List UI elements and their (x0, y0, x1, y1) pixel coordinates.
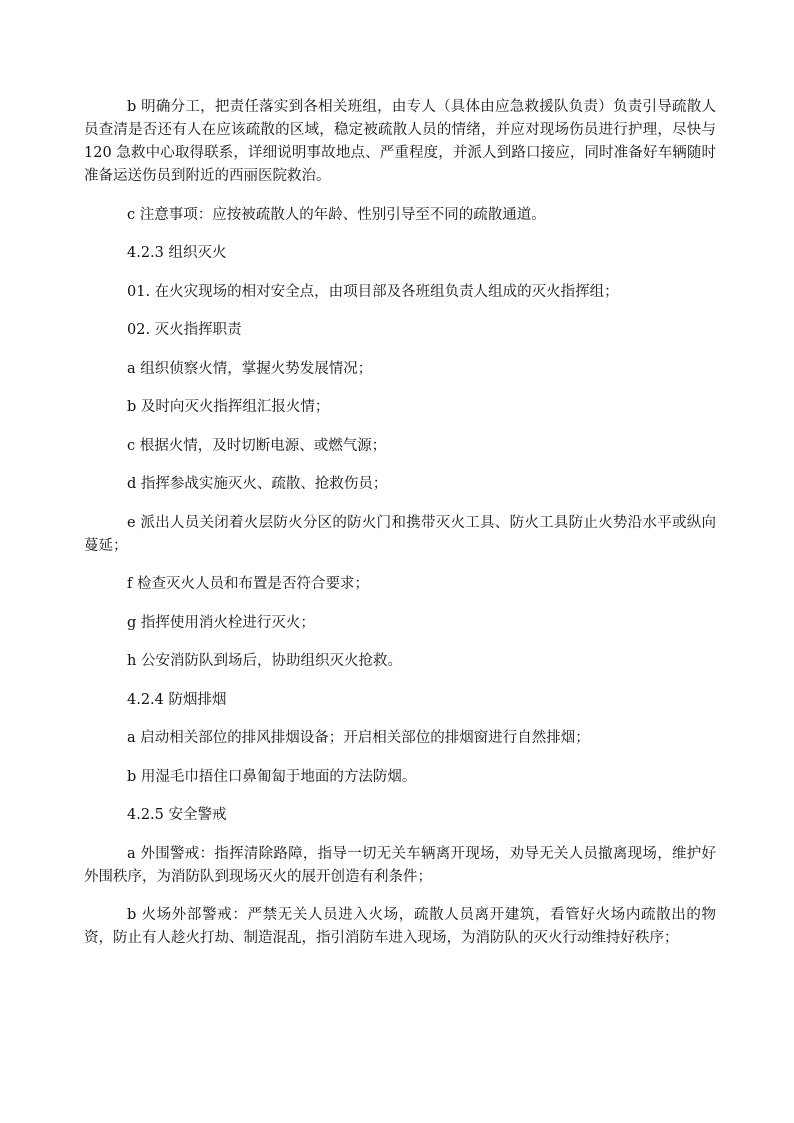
paragraph-fire-g: g 指挥使用消火栓进行灭火； (127, 614, 315, 631)
paragraph-fire-b: b 及时向灭火指挥组汇报火情； (127, 399, 330, 415)
section-heading-4-2-3: 4.2.3 组织灭火 (127, 245, 227, 261)
section-heading-4-2-4: 4.2.4 防烟排烟 (127, 691, 227, 708)
paragraph-fire-h: h 公安消防队到场后，协助组织灭火抢救。 (127, 653, 402, 669)
paragraph-fire-f: f 检查灭火人员和布置是否符合要求； (127, 576, 369, 592)
paragraph-guard-b: b 火场外部警戒：严禁无关人员进入火场，疏散人员离开建筑，看管好火场内疏散出的物资，防止有人趁火打劫、制造混乱，指引消防车进入现场，为消防队的灭火行动维持好秩序； (84, 907, 716, 946)
paragraph-fire-a: a 组织侦察火情，掌握火势发展情况； (127, 360, 373, 377)
paragraph-evacuation-b: b 明确分工，把责任落实到各相关班组，由专人（具体由应急救援队负责）负责引导疏散人员查清是否还有人在应该疏散的区域，稳定被疏散人员的情绪，并应对现场伤员进行护理，尽快与 120 急救中心取得联系，详细说明事故地点、严重程度，并派人到路口接应，同时准备好车辆随时准备运送伤员到附近的西丽医院救治。 (84, 99, 716, 184)
paragraph-smoke-a: a 启动相关部位的排风排烟设备；开启相关部位的排烟窗进行自然排烟； (127, 730, 590, 746)
paragraph-evacuation-c: c 注意事项：应按被疏散人的年龄、性别引导至不同的疏散通道。 (127, 206, 546, 223)
paragraph-fire-e: e 派出人员关闭着火层防火分区的防火门和携带灭火工具、防火工具防止火势沿水平或纵向蔓延； (84, 514, 716, 554)
paragraph-fire-01: 01. 在火灾现场的相对安全点，由项目部及各班组负责人组成的灭火指挥组； (127, 283, 619, 300)
paragraph-smoke-b: b 用湿毛巾捂住口鼻匍匐于地面的方法防烟。 (127, 768, 417, 785)
document-page (84, 96, 716, 966)
section-heading-4-2-5: 4.2.5 安全警戒 (127, 807, 227, 823)
paragraph-guard-a: a 外围警戒：指挥清除路障，指导一切无关车辆离开现场，劝导无关人员撤离现场，维护好外围秩序，为消防队到现场灭火的展开创造有利条件； (84, 845, 716, 885)
paragraph-fire-02: 02. 灭火指挥职责 (127, 322, 242, 338)
paragraph-fire-c: c 根据火情，及时切断电源、或燃气源； (127, 437, 387, 454)
paragraph-fire-d: d 指挥参战实施灭火、疏散、抢救伤员； (127, 476, 388, 492)
